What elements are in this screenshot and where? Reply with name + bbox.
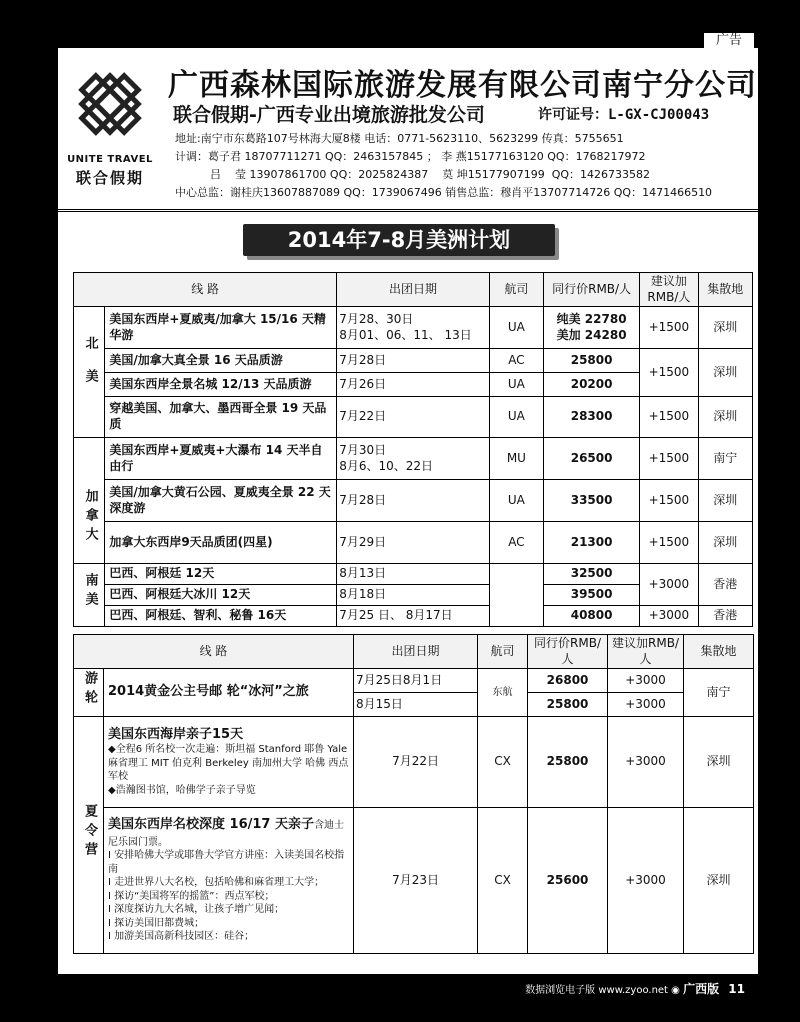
route-cell: 美国东西岸+夏威夷+大瀑布 14 天半自由行	[105, 438, 337, 480]
route-cell: 穿越美国、加拿大、墨西哥全景 19 天品质	[105, 397, 337, 438]
airline-cell: UA	[489, 307, 543, 349]
date-cell: 7月23日	[354, 808, 478, 954]
table-row	[74, 808, 754, 954]
add-cell: +1500	[640, 438, 698, 480]
add-cell: +3000	[608, 693, 684, 717]
add-cell: +3000	[608, 669, 684, 693]
route-cell: 美国/加拿大真全景 16 天品质游	[105, 349, 337, 373]
table-header-row	[74, 273, 753, 307]
depart-cell: 深圳	[698, 307, 752, 349]
route-cell	[104, 717, 354, 808]
depart-cell: 深圳	[698, 397, 752, 438]
region-label: 游轮	[81, 670, 97, 709]
camp-detail: Ⅰ 走进世界八大名校，包括哈佛和麻省理工大学；	[108, 877, 325, 889]
camp-title-suffix: 含迪士尼乐园门票。	[108, 820, 344, 848]
date-cell: 7月28、30日 8月01、06、11、 13日	[337, 307, 490, 349]
price-cell: 26500	[544, 438, 640, 480]
depart-cell: 深圳	[698, 480, 752, 522]
route-cell: 加拿大东西岸9天品质团(四星)	[105, 522, 337, 564]
airline-cell: MU	[489, 438, 543, 480]
page-number: 11	[728, 982, 745, 996]
depart-cell: 深圳	[698, 349, 752, 397]
company-logo	[66, 64, 154, 204]
header-route: 线 路	[74, 635, 354, 669]
table-row	[74, 349, 753, 373]
depart-cell: 香港	[698, 564, 752, 606]
price-cell: 25800	[544, 349, 640, 373]
add-cell: +3000	[608, 808, 684, 954]
airline-cell: UA	[489, 373, 543, 397]
add-cell: +3000	[608, 717, 684, 808]
camp-detail: Ⅰ 深度探访九大名城，让孩子增广见闻；	[108, 904, 285, 916]
route-cell	[104, 808, 354, 954]
header-price: 同行价RMB/人	[544, 273, 640, 307]
footer-globe-icon: ◉	[671, 985, 680, 996]
route-cell: 美国/加拿大黄石公园、夏威夷全景 22 天深度游	[105, 480, 337, 522]
price-cell: 39500	[544, 585, 640, 606]
page-footer	[525, 980, 745, 997]
header-airline: 航司	[489, 273, 543, 307]
table-row	[74, 480, 753, 522]
route-cell: 2014黄金公主号邮 轮“冰河”之旅	[104, 669, 354, 717]
header-date: 出团日期	[354, 635, 478, 669]
add-cell: +1500	[640, 480, 698, 522]
header-route: 线 路	[74, 273, 337, 307]
region-label: 南美	[82, 573, 98, 612]
date-cell: 7月26日	[337, 373, 490, 397]
price-cell: 21300	[544, 522, 640, 564]
airline-cell: AC	[489, 522, 543, 564]
date-cell: 7月28日	[337, 349, 490, 373]
date-cell: 7月22日	[354, 717, 478, 808]
region-south-america	[74, 564, 105, 627]
table-row	[74, 669, 754, 693]
camp-detail: Ⅰ 加游美国高新科技园区：硅谷；	[108, 931, 255, 943]
date-cell: 8月13日	[337, 564, 490, 585]
price-cell: 25600	[528, 808, 608, 954]
region-label: 加拿大	[82, 489, 98, 547]
price-cell: 26800	[528, 669, 608, 693]
add-cell: +3000	[640, 606, 698, 627]
add-cell: +1500	[640, 397, 698, 438]
advertisement-page	[58, 48, 758, 974]
plan-banner: 2014年7-8月美洲计划	[243, 224, 555, 256]
footer-text: 数据浏览电子版 www.zyoo.net	[525, 985, 668, 996]
header-airline: 航司	[478, 635, 528, 669]
logo-english: UNITE TRAVEL	[67, 154, 153, 165]
route-cell: 美国东西岸+夏威夷/加拿大 15/16 天精华游	[105, 307, 337, 349]
region-summer-camp	[74, 717, 104, 954]
camp-detail: ◆浩瀚图书馆，哈佛学子亲子导览	[108, 784, 256, 796]
contact-directors: 中心总监：谢桂庆13607887089 QQ：1739067496 销售总监：穆肖平13707714726 QQ：1471466510	[175, 186, 713, 199]
price-cell: 28300	[544, 397, 640, 438]
table-row	[74, 307, 753, 349]
region-label: 北美	[82, 336, 98, 403]
depart-cell: 深圳	[684, 808, 754, 954]
header-date: 出团日期	[337, 273, 490, 307]
date-cell: 7月25 日、 8月17日	[337, 606, 490, 627]
price-cell: 40800	[544, 606, 640, 627]
contact-planners-1: 计调：葛子君 18707711271 QQ：2463157845 ； 李 燕15177163120 QQ：1768217972	[175, 150, 646, 163]
route-cell: 巴西、阿根廷 12天	[105, 564, 337, 585]
route-cell: 美国东西岸全景名城 12/13 天品质游	[105, 373, 337, 397]
depart-cell: 南宁	[684, 669, 754, 717]
route-cell: 巴西、阿根廷、智利、秘鲁 16天	[105, 606, 337, 627]
table-row	[74, 606, 753, 627]
company-header	[58, 48, 758, 212]
logo-chinese: 联合假期	[75, 169, 144, 187]
region-label: 夏令营	[81, 803, 97, 861]
route-cell: 巴西、阿根廷大冰川 12天	[105, 585, 337, 606]
table-header-row	[74, 635, 754, 669]
camp-detail: Ⅰ 探访美国旧都费城；	[108, 917, 205, 929]
contact-address: 地址:南宁市东葛路107号林海大厦8楼 电话：0771-5623110、5623299 传真：5755651	[175, 132, 624, 145]
endless-knot-icon	[75, 64, 145, 150]
add-cell: +1500	[640, 522, 698, 564]
add-cell: +1500	[640, 307, 698, 349]
table-row	[74, 438, 753, 480]
depart-cell: 香港	[698, 606, 752, 627]
header-add: 建议加RMB/人	[640, 273, 698, 307]
depart-cell: 南宁	[698, 438, 752, 480]
airline-cell: UA	[489, 480, 543, 522]
airline-cell: CX	[478, 717, 528, 808]
date-cell: 7月22日	[337, 397, 490, 438]
airline-cell: CX	[478, 808, 528, 954]
airline-cell: UA	[489, 397, 543, 438]
header-add: 建议加RMB/人	[608, 635, 684, 669]
footer-edition: 广西版	[683, 982, 720, 996]
add-cell: +1500	[640, 349, 698, 397]
header-depart: 集散地	[684, 635, 754, 669]
depart-cell: 深圳	[698, 522, 752, 564]
header-price: 同行价RMB/人	[528, 635, 608, 669]
date-cell: 7月28日	[337, 480, 490, 522]
table-row	[74, 397, 753, 438]
price-cell: 20200	[544, 373, 640, 397]
add-cell: +3000	[640, 564, 698, 606]
depart-cell: 深圳	[684, 717, 754, 808]
price-cell: 纯美 22780 美加 24280	[544, 307, 640, 349]
airline-cell: AC	[489, 349, 543, 373]
date-cell: 7月29日	[337, 522, 490, 564]
header-depart: 集散地	[698, 273, 752, 307]
license-number: 许可证号：L-GX-CJ00043	[538, 107, 710, 123]
price-cell: 25800	[528, 717, 608, 808]
region-north-america	[74, 307, 105, 438]
table-row	[74, 564, 753, 585]
camp-detail: ◆全程6 所名校一次走遍：斯坦福 Stanford 耶鲁 Yale 麻省理工 MIT 伯克利 Berkeley 南加州大学 哈佛 西点军校	[108, 744, 349, 783]
price-cell: 33500	[544, 480, 640, 522]
table-row	[74, 717, 754, 808]
america-tour-table	[73, 272, 753, 627]
airline-cell: 东航	[478, 669, 528, 717]
camp-detail: Ⅰ 安排哈佛大学或耶鲁大学官方讲座：入读美国名校指南	[108, 850, 345, 875]
date-cell: 7月25日8月1日	[354, 669, 478, 693]
contact-planners-2: 吕 莹 13907861700 QQ：2025824387 莫 坤15177907199 QQ：1426733582	[175, 168, 650, 181]
camp-title: 美国东西海岸亲子15天	[108, 726, 244, 742]
airline-cell	[489, 564, 543, 627]
price-cell: 25800	[528, 693, 608, 717]
price-cell: 32500	[544, 564, 640, 585]
region-canada	[74, 438, 105, 564]
cruise-camp-table	[73, 634, 754, 954]
date-cell: 7月30日 8月6、10、22日	[337, 438, 490, 480]
region-cruise	[74, 669, 104, 717]
company-title: 广西森林国际旅游发展有限公司南宁分公司	[168, 68, 757, 103]
date-cell: 8月18日	[337, 585, 490, 606]
company-subtitle: 联合假期-广西专业出境旅游批发公司	[173, 104, 485, 126]
camp-detail: Ⅰ 探访“美国将军的摇篮”：西点军校；	[108, 890, 275, 902]
camp-title: 美国东西岸名校深度 16/17 天亲子	[108, 817, 314, 832]
ad-label: 广告	[703, 32, 755, 50]
table-row	[74, 522, 753, 564]
date-cell: 8月15日	[354, 693, 478, 717]
